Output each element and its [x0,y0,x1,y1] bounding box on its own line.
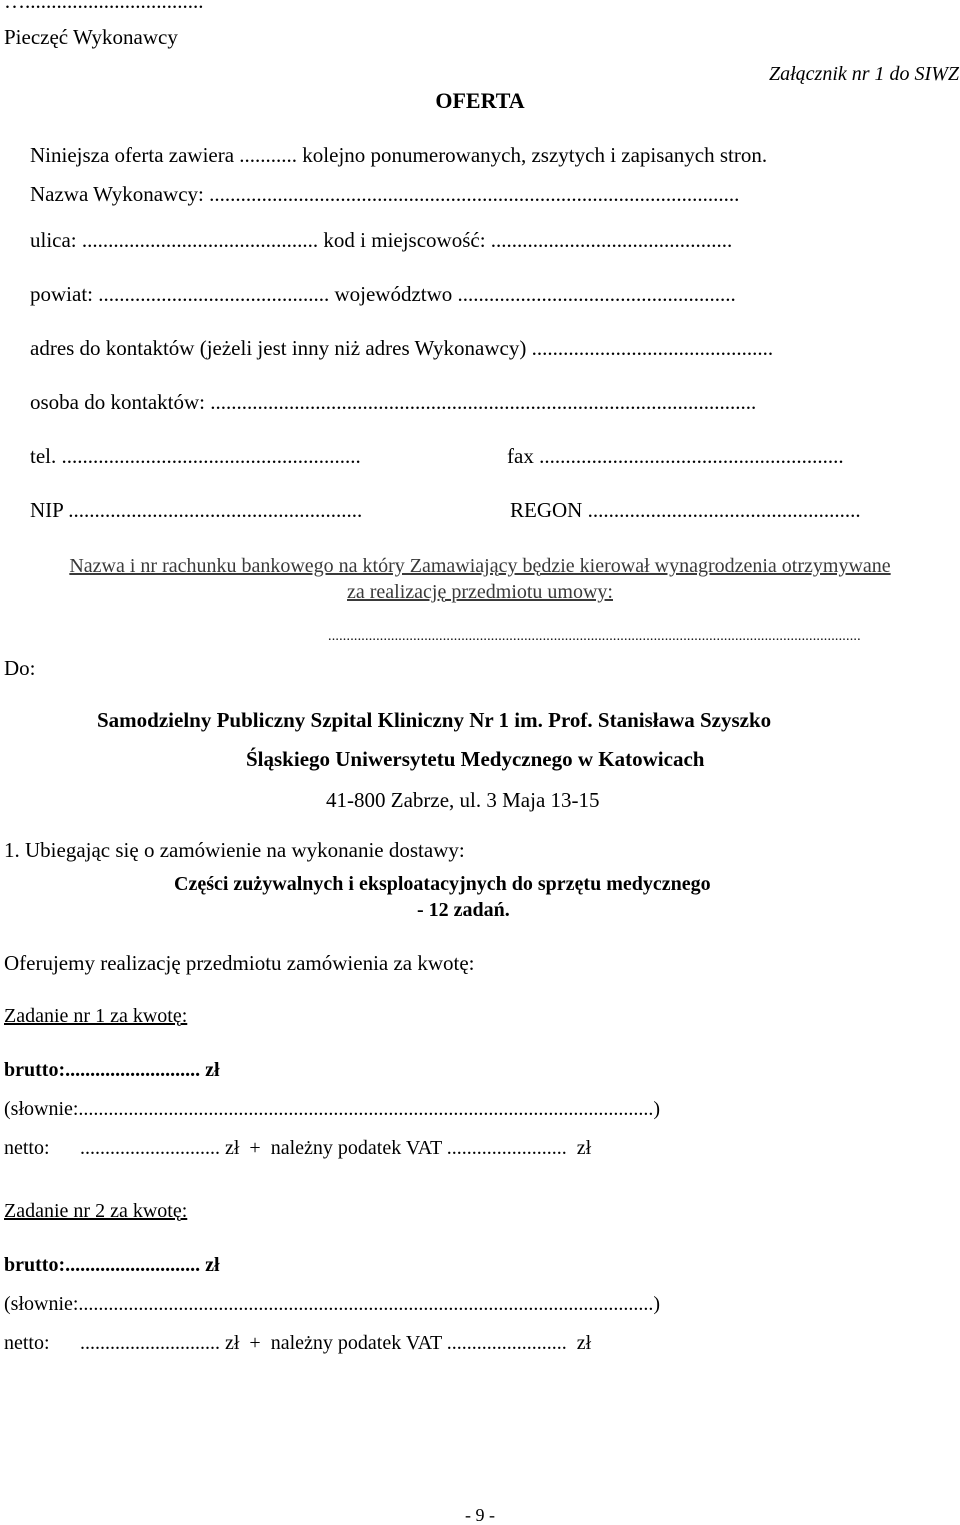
task-1-netto-label: netto: [4,1137,50,1159]
regon-line: REGON .................................................... [510,498,861,522]
contact-address-line: adres do kontaktów (jeżeli jest inny niż adres Wykonawcy) .............................................. [30,336,774,360]
university-name: Śląskiego Uniwersytetu Medycznego w Katowicach [246,747,705,771]
stamp-label: Pieczęć Wykonawcy [4,25,178,49]
pages-line: Niniejsza oferta zawiera ........... kolejno ponumerowanych, zszytych i zapisanych stron. [30,143,768,167]
offer-title: OFERTA [435,88,525,113]
tender-item-1: 1. Ubiegając się o zamówienie na wykonanie dostawy: [4,838,465,862]
task-1-slownie: (słownie:...................................................................................................................) [4,1098,661,1120]
task-2-netto-amount: ............................ zł + należny podatek VAT ........................ zł [80,1332,592,1354]
stamp-dots: ….................................. [4,0,204,13]
fax-line: fax .......................................................... [507,444,844,468]
bank-account-label: Nazwa i nr rachunku bankowego na który Zamawiający będzie kierował wynagrodzenia otrzymywane [69,555,891,577]
contact-person-line: osoba do kontaktów: ........................................................................................................ [30,390,757,414]
nip-line: NIP ........................................................ [30,498,363,522]
hospital-name: Samodzielny Publiczny Szpital Kliniczny Nr 1 im. Prof. Stanisława Szyszko [97,708,772,732]
page-number: - 9 - [465,1505,495,1525]
task-2-netto-label: netto: [4,1332,50,1354]
street-line: ulica: ............................................. kod i miejscowość: .............................................. [30,228,733,252]
tender-subject: Części zużywalnych i eksploatacyjnych do sprzętu medycznego [174,873,711,895]
bank-account-label-cont: za realizację przedmiotu umowy: [347,581,613,603]
bank-account-dots: ................................................................................................................................................ [328,629,861,644]
contractor-name-line: Nazwa Wykonawcy: ..................................................................................................... [30,182,740,206]
attachment-label: Załącznik nr 1 do SIWZ [769,63,959,85]
task-1-heading: Zadanie nr 1 za kwotę: [4,1005,188,1027]
task-1-netto-amount: ............................ zł + należny podatek VAT ........................ zł [80,1137,592,1159]
tel-line: tel. ......................................................... [30,444,361,468]
hospital-address: 41-800 Zabrze, ul. 3 Maja 13-15 [326,788,600,812]
task-2-slownie: (słownie:...................................................................................................................) [4,1293,661,1315]
recipient-label: Do: [4,656,36,680]
county-line: powiat: ............................................ województwo ..................................................... [30,282,736,306]
task-2-brutto: brutto:........................... zł [4,1254,220,1276]
task-1-brutto: brutto:........................... zł [4,1059,220,1081]
offer-amount-line: Oferujemy realizację przedmiotu zamówienia za kwotę: [4,951,475,975]
tender-subject-count: - 12 zadań. [417,899,510,921]
task-2-heading: Zadanie nr 2 za kwotę: [4,1200,188,1222]
